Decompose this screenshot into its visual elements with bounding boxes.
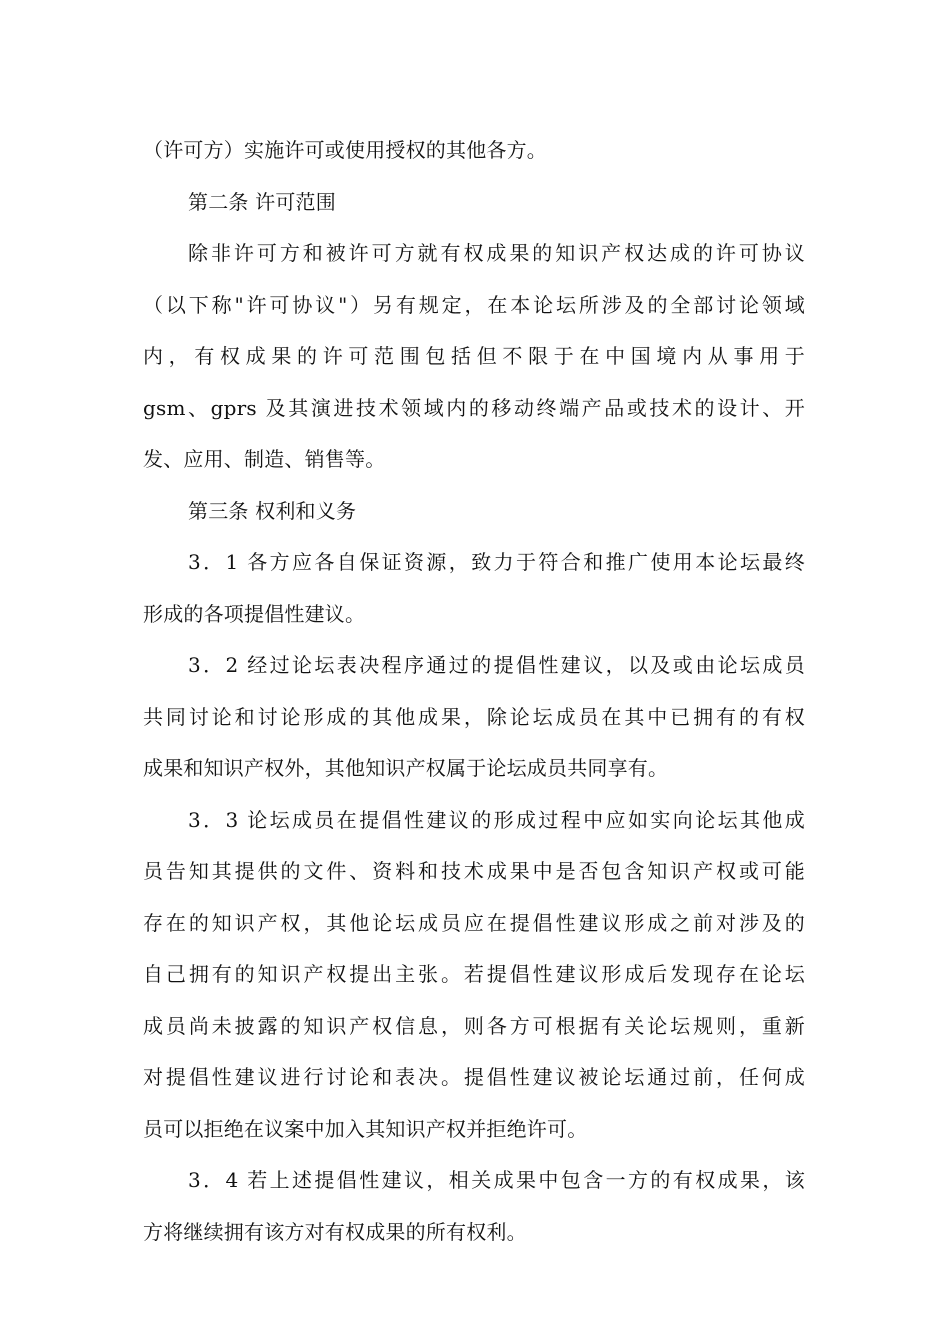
body-line: 3．4 若上述提倡性建议，相关成果中包含一方的有权成果，该 xyxy=(188,1168,805,1192)
body-line: 3．3 论坛成员在提倡性建议的形成过程中应如实向论坛其他成 xyxy=(188,808,805,832)
body-line: 员告知其提供的文件、资料和技术成果中是否包含知识产权或可能 xyxy=(143,859,805,883)
body-line: 存在的知识产权，其他论坛成员应在提倡性建议形成之前对涉及的 xyxy=(143,911,805,935)
body-line: 方将继续拥有该方对有权成果的所有权利。 xyxy=(143,1220,527,1244)
body-line: 发、应用、制造、销售等。 xyxy=(143,447,386,471)
body-line: 内，有权成果的许可范围包括但不限于在中国境内从事用于 xyxy=(143,344,805,368)
body-line: 员可以拒绝在议案中加入其知识产权并拒绝许可。 xyxy=(143,1117,588,1141)
body-line: 除非许可方和被许可方就有权成果的知识产权达成的许可协议 xyxy=(188,241,805,265)
body-line: 自己拥有的知识产权提出主张。若提倡性建议形成后发现存在论坛 xyxy=(143,962,805,986)
body-line: 3．2 经过论坛表决程序通过的提倡性建议，以及或由论坛成员 xyxy=(188,653,805,677)
body-line: 共同讨论和讨论形成的其他成果，除论坛成员在其中已拥有的有权 xyxy=(143,705,805,729)
body-line: 3．1 各方应各自保证资源，致力于符合和推广使用本论坛最终 xyxy=(188,550,805,574)
section-heading: 第三条 权利和义务 xyxy=(188,499,357,523)
body-line: 形成的各项提倡性建议。 xyxy=(143,602,366,626)
body-line: 成员尚未披露的知识产权信息，则各方可根据有关论坛规则，重新 xyxy=(143,1014,805,1038)
body-line: gsm、gprs 及其演进技术领域内的移动终端产品或技术的设计、开 xyxy=(143,396,805,420)
body-line: 对提倡性建议进行讨论和表决。提倡性建议被论坛通过前，任何成 xyxy=(143,1065,805,1089)
body-line: 成果和知识产权外，其他知识产权属于论坛成员共同享有。 xyxy=(143,756,669,780)
body-line: （许可方）实施许可或使用授权的其他各方。 xyxy=(143,138,547,162)
body-line: （以下称"许可协议"）另有规定，在本论坛所涉及的全部讨论领域 xyxy=(143,293,805,317)
section-heading: 第二条 许可范围 xyxy=(188,190,336,214)
